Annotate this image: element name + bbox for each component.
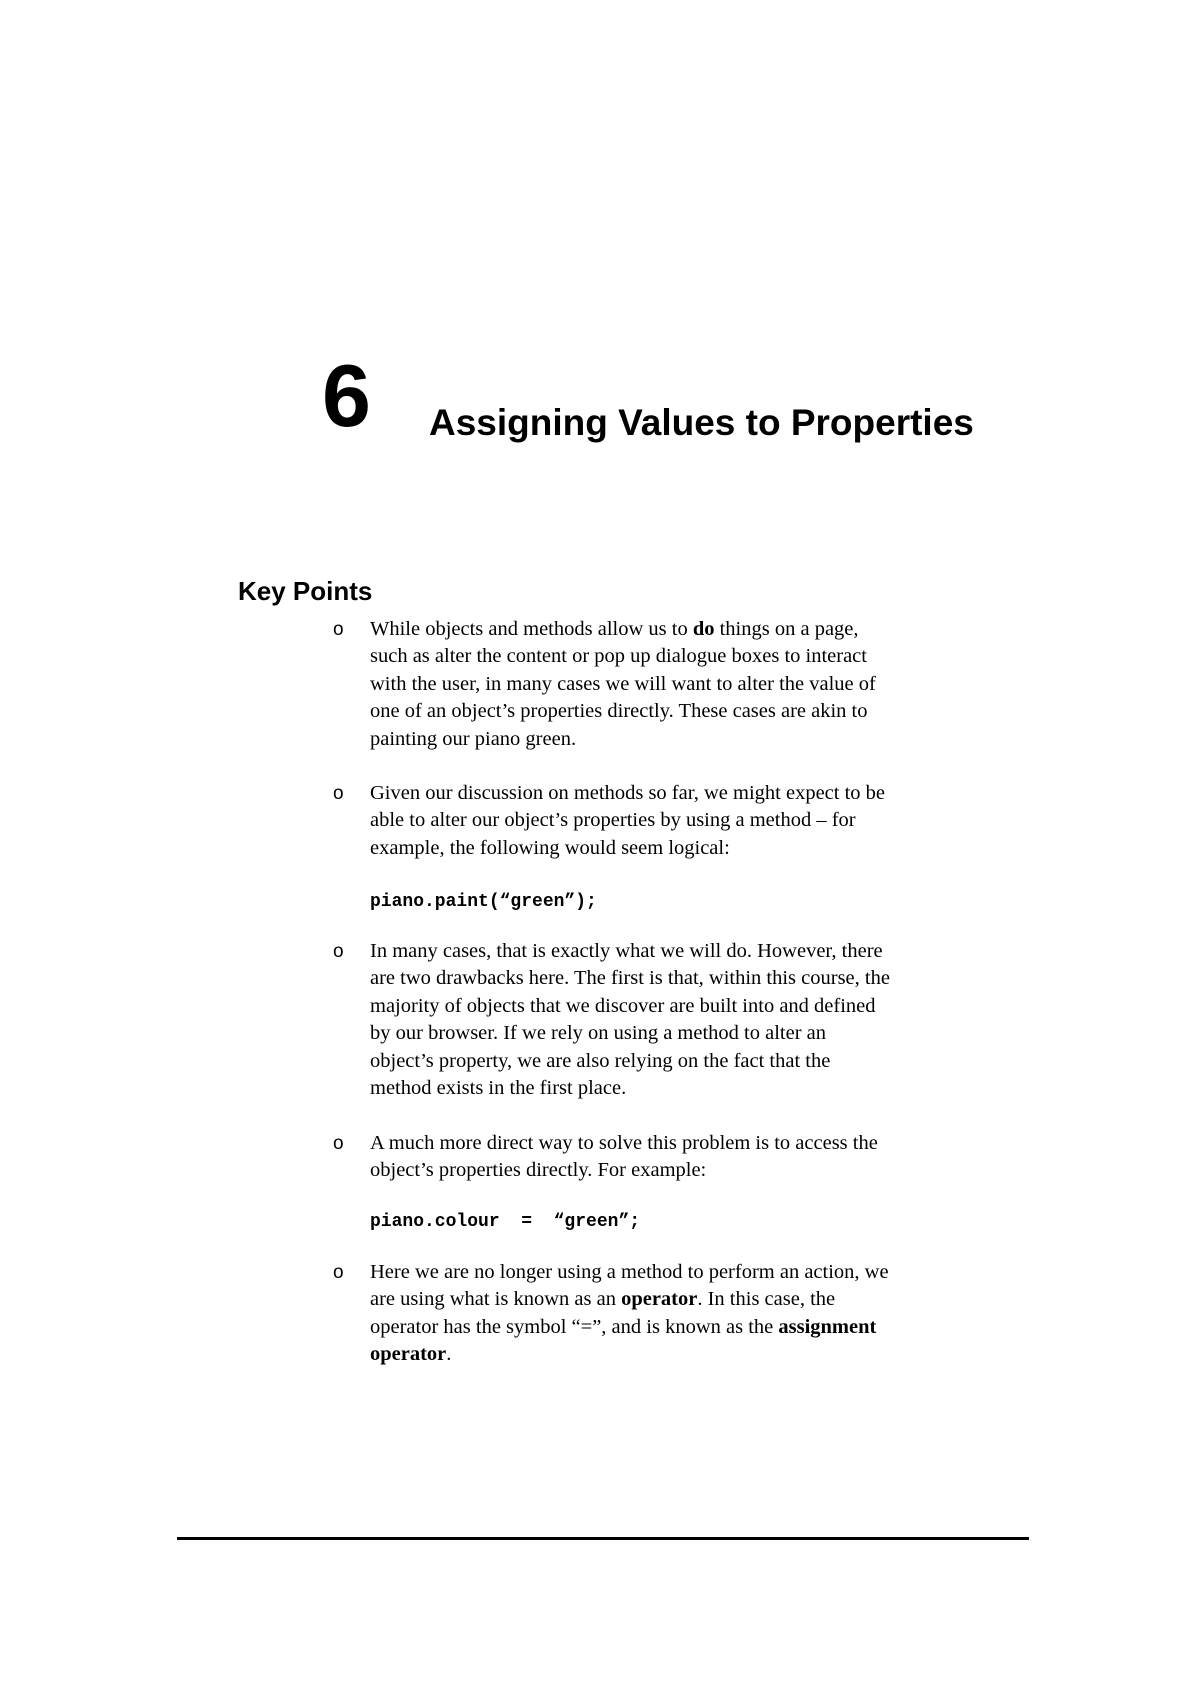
text-span: While objects and methods allow us to	[370, 618, 693, 640]
key-point-text	[370, 1259, 990, 1369]
bullet-marker: o	[333, 1262, 344, 1283]
text-line	[370, 1314, 990, 1341]
text-span: .	[446, 1343, 452, 1366]
emphasis-text: do	[692, 618, 715, 640]
code-sample: piano.paint(“green”);	[370, 892, 597, 912]
text-line	[370, 616, 990, 643]
bullet-marker: o	[333, 783, 344, 804]
bullet-marker: o	[333, 941, 344, 962]
section-heading: Key Points	[238, 576, 373, 606]
text-line: such as alter the content or pop up dialogue boxes to interact	[370, 645, 867, 668]
chapter-number: 6	[322, 346, 369, 445]
text-span: things on a page,	[714, 618, 859, 640]
text-line: method exists in the first place.	[370, 1077, 627, 1100]
text-line: are two drawbacks here. The first is that, within this course, the	[370, 967, 890, 990]
text-line: painting our piano green.	[370, 727, 577, 750]
bullet-marker: o	[333, 619, 344, 640]
emphasis-text: operator	[621, 1288, 698, 1311]
code-sample: piano.colour = “green”;	[370, 1212, 641, 1232]
text-line: Here we are no longer using a method to perform an action, we	[370, 1261, 889, 1283]
text-span: . In this case, the	[697, 1288, 836, 1311]
key-point-text	[370, 938, 990, 1102]
text-line: example, the following would seem logical:	[370, 836, 730, 859]
text-line: one of an object’s properties directly. These cases are akin to	[370, 700, 868, 723]
text-line	[370, 1286, 990, 1313]
text-line: able to alter our object’s properties by using a method – for	[370, 809, 856, 832]
text-line: object’s properties directly. For example:	[370, 1159, 707, 1182]
text-line: In many cases, that is exactly what we will do. However, there	[370, 940, 883, 962]
emphasis-text: operator	[370, 1343, 447, 1366]
footer-rule	[177, 1537, 1029, 1540]
key-point-text	[370, 1130, 990, 1185]
key-point-text	[370, 616, 990, 753]
key-point-text	[370, 780, 990, 862]
text-span: are using what is known as an	[370, 1288, 622, 1311]
emphasis-text: assignment	[778, 1315, 877, 1338]
text-line	[370, 1341, 990, 1368]
text-line: object’s property, we are also relying on the fact that the	[370, 1049, 831, 1072]
text-line: by our browser. If we rely on using a method to alter an	[370, 1022, 827, 1045]
text-span: operator has the symbol “=”, and is known as the	[370, 1315, 779, 1338]
text-line: with the user, in many cases we will want to alter the value of	[370, 672, 876, 695]
chapter-title: Assigning Values to Properties	[429, 402, 974, 443]
text-line: Given our discussion on methods so far, we might expect to be	[370, 782, 886, 804]
text-line: majority of objects that we discover are built into and defined	[370, 994, 876, 1017]
bullet-marker: o	[333, 1133, 344, 1154]
text-line: A much more direct way to solve this problem is to access the	[370, 1132, 878, 1154]
